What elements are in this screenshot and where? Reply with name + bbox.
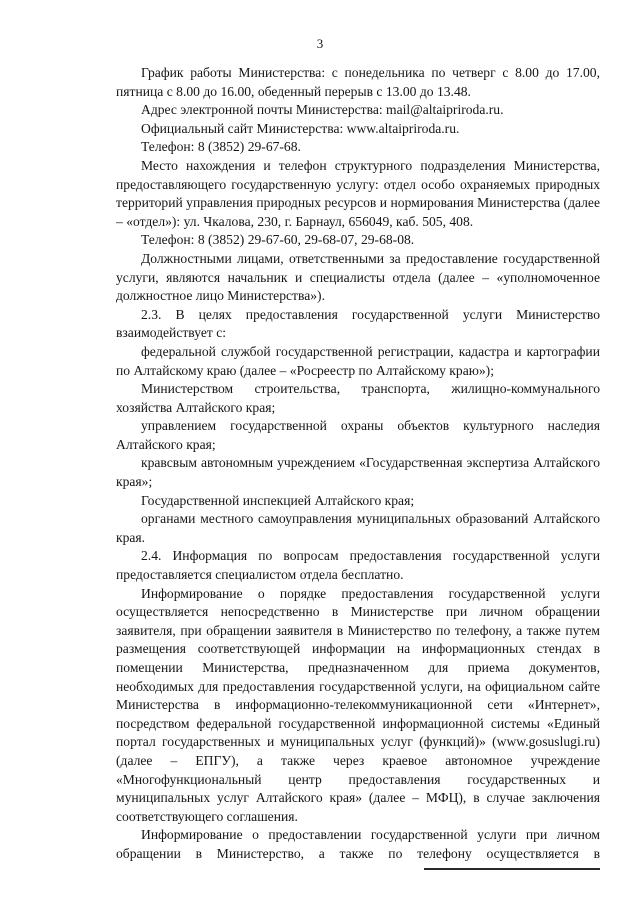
paragraph-work-schedule: График работы Министерства: с понедельника по четверг с 8.00 до 17.00, пятница с 8.00 до 16.00, обеденный перерыв с 13.00 до 13.48. [116,65,600,99]
paragraph-responsible-officials: Должностными лицами, ответственными за предоставление государственной услуги, являются начальник и специалисты отдела (далее – «уполномоченное должностное лицо Министерства»). [116,250,600,304]
paragraph-department-phone: Телефон: 8 (3852) 29-67-60, 29-68-07, 29-68-08. [141,232,415,248]
document-body [116,64,600,864]
paragraph-state-expertise: кравсвым автономным учреждением «Государственная экспертиза Алтайского края»; [116,455,600,490]
paragraph-section-2-3: 2.3. В целях предоставления государственной услуги Министерство взаимодействует с: [116,306,600,341]
paragraph-heritage-protection: управлением государственной охраны объектов культурного наследия Алтайского края; [116,418,600,452]
paragraph-rosreestr: федеральной службой государственной регистрации, кадастра и картографии по Алтайскому краю (далее – «Росреестр по Алтайскому краю»); [116,343,600,378]
paragraph-website: Официальный сайт Министерства: www.altaipriroda.ru. [141,120,460,136]
paragraph-section-2-4: 2.4. Информация по вопросам предоставления государственной услуги предоставляется специалистом отдела бесплатно. [116,548,600,583]
paragraph-department-location: Место нахождения и телефон структурного подразделения Министерства, предоставляющего государственную услугу: отдел особо охраняемых природных территорий управления природных ресурсов и нормирования Министерства (далее – «отдел»): ул. Чкалова, 230, г. Барнаул, 656049, каб. 505, 408. [116,157,600,229]
paragraph-phone: Телефон: 8 (3852) 29-67-68. [141,139,301,155]
paragraph-informing-personal: Информирование о предоставлении государственной услуги при личном обращении в Министерство, а также по телефону осуществляется в [116,827,600,861]
paragraph-ministry-construction: Министерством строительства, транспорта, жилищно-коммунального хозяйства Алтайского края; [116,381,600,415]
paragraph-informing-procedure: Информирование о порядке предоставления государственной услуги осуществляется непосредственно в Министерстве при личном обращении заявителя, при обращении заявителя в Министерство по телефону, а также путем размещения соответствующей информации на информационных стендах в помещении Министерства, предназначенном для приема документов, необходимых для предоставления государственной услуги, на официальном сайте Министерства в информационно-телекоммуникационной сети «Интернет», посредством федеральной государственной информационной системы «Единый портал государственных и муниципальных услуг (функций)» (www.gosuslugi.ru) (далее – ЕПГУ), а также через краевое автономное учреждение «Многофункциональный центр предоставления государственных и муниципальных услуг Алтайского края» (далее – МФЦ), в случае заключения соответствующего соглашения. [116,585,600,824]
footer-rule [424,868,600,870]
paragraph-email: Адрес электронной почты Министерства: mail@altaipriroda.ru. [141,102,504,118]
page-number: 3 [316,36,324,51]
paragraph-local-government: органами местного самоуправления муниципальных образований Алтайского края. [116,511,600,545]
paragraph-state-inspection: Государственной инспекцией Алтайского края; [141,492,415,508]
